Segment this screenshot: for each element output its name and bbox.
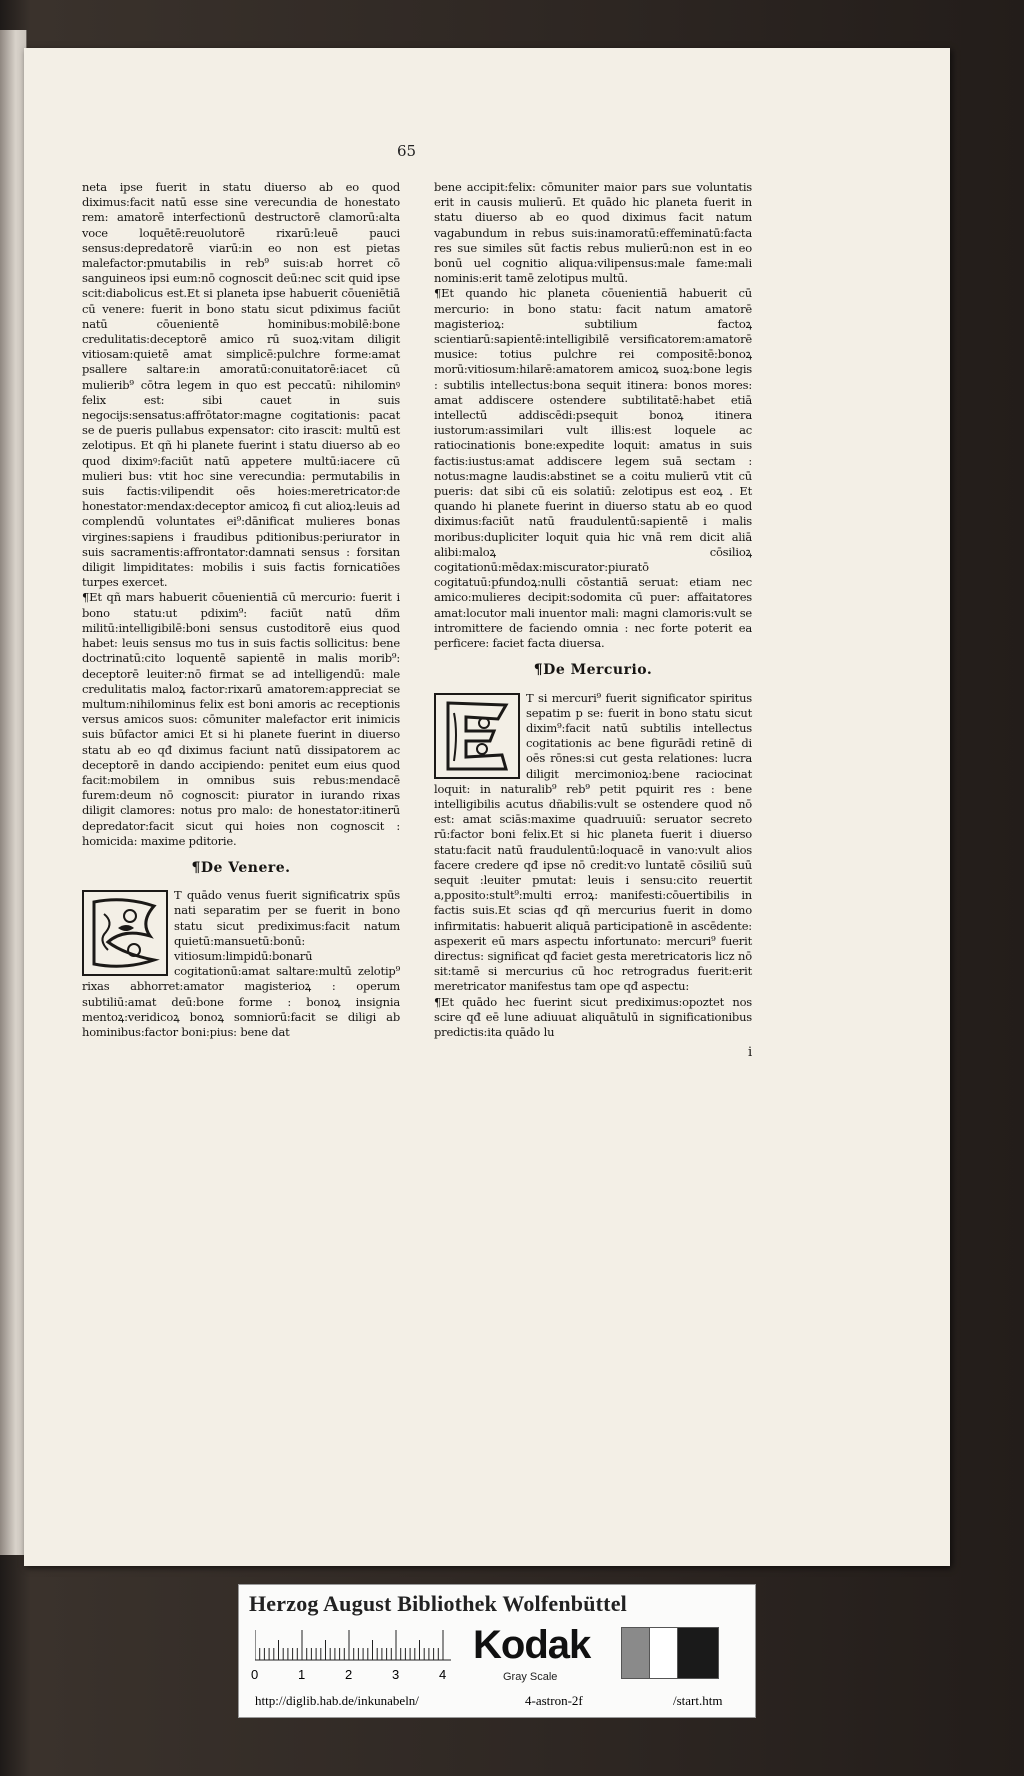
section-heading-venus bbox=[82, 861, 400, 876]
ruler-label: 4 bbox=[439, 1667, 447, 1682]
library-title: Herzog August Bibliothek Wolfenbüttel bbox=[249, 1591, 627, 1616]
gray-scale-label: Gray Scale bbox=[503, 1671, 558, 1683]
catchword: i bbox=[748, 1044, 752, 1060]
page-number: 65 bbox=[397, 142, 417, 160]
left-paragraph-3: T quādo venus fuerit significatrix spūs nati separatim per se fuerit in bono statu sicut prediximus:facit natum quietū:mansuetū:bonū: vitiosum:limpidū:bonarū cogitationū:amat saltare:multū zelotip⁹ rixas abhorret:amator magisterioꝝ : operum subtiliū:amat deū:bone forme : bonoꝝ insignia mentoꝝ:veridicoꝝ bonoꝝ somniorū:facit se diligi ab hominibus:factor boni:pius: bene dat bbox=[82, 888, 400, 1039]
heading-text: De Venere. bbox=[200, 859, 291, 876]
right-paragraph-4 bbox=[434, 995, 752, 1041]
left-column bbox=[82, 180, 400, 1040]
book-page bbox=[24, 48, 950, 1566]
gray-swatch bbox=[621, 1627, 651, 1679]
ruler-label: 3 bbox=[392, 1667, 400, 1682]
paragraph-mark-icon: ¶ bbox=[191, 859, 201, 876]
url-prefix: http://diglib.hab.de/inkunabeln/ bbox=[255, 1693, 419, 1708]
right-paragraph-3: T si mercuri⁹ fuerit significator spiritus sepatim p se: fuerit in bono statu sicut dixim⁹:facit natū subtilis intellectus cogitationis ac bene figurādi retinē di oēs rōnes:si cut gesta relationes: lucra diligit mercimonioꝝ:bene raciocinat loquit: in naturalib⁹ reb⁹ petit pquirit res : bene intelligibilis acutus dñabilis:vult se ostendere quod nō est: amat sciās:maxime quadruuiū: seruator secreto rū:factor boni felix.Et si hic planeta fuerit i diuerso statu:facit natū fraudulentū:loquacē in vano:vult alios facere credere qđ ipse nō credit:vo luntatē cōsiliū suū sequit :leuiter pmutat: leuis i sensu:cito reuertit a,pposito:stult⁹:multi erroꝝ: manifesti:cōuertibilis in factis suis.Et scias qđ qñ mercurius fuerit in domo infirmitatis: habuerit aliquā participationē in ascēdente: aspexerit eū mars aspectu infortunato: mercuri⁹ fuerit directus: significat qđ faciet gesta meretricatoris licz nō sit:tamē si mercurius cū hoc retrogradus fuerit:erit meretricator manifestus tam ope qđ aspectu: bbox=[434, 690, 752, 994]
right-paragraph-1: bene accipit:felix: cōmuniter maior pars sue voluntatis erit in causis mulierū. Et quādo hic planeta fuerit in statu diuerso ab eo quod diximus facit natum vagabundum in rebus suis:inamoratū:effeminatū:facta res sue similes sūt factis rebus mulierū:non est in eo bonū uel cognitio aliqua:vilipensus:male fame:mali nominis:erit tamē zelotipus multū. bbox=[434, 180, 752, 286]
kodak-logo: Kodak bbox=[473, 1623, 591, 1667]
right-paragraph-2-text: Et quando hic planeta cōuenientiā habuerit cū mercurio: in bono statu: facit natum amatorē magisterioꝝ: subtilium factoꝝ scientiarū:sapientē:intelligibilē versificatorem:amatorē musice: totius pulchre rei compositē:bonoꝝ morū:vitiosum:hilarē:amatorem amicoꝝ suoꝝ:bone legis : subtilis intellectus:bona sequit itinera: bonos mores: amat addiscere ostendere subtilitatē:habet etiā intellectū addiscēdi:psequit bonoꝝ itinera iustorum:assimilari vult illis:est loquele ac ratiocinationis bone:expedite loquit: amatus in suis factis:iustus:amat addiscere legem suā sectam : notus:magne laudis:abstinet se a coitu mulierū vtit cū pueris: dat sibi cū eis solatiū: zelotipus est eoꝝ . Et quando hi planete fuerint in diuerso statu ab eo quod diximus:faciūt natū fraudulentū:sapientē i malis moribus:dupliciter loquit quia hic vnā rem dicit aliā alibi:maloꝝ cōsilioꝝ cogitationū:mēdax:miscurator:piuratō cogitatuū:pfundoꝝ:nulli cōstantiā seruat: etiam nec amico:mulieres decipit:sodomita cū puer: affaitatores amat:locutor mali inuentor mali: magni clamoris:vult se intromittere de faciendo omnia : nec forte poterit ea perficere: faciet facta diuersa. bbox=[434, 286, 752, 651]
ruler-label: 0 bbox=[251, 1667, 259, 1682]
decorated-initial-e-icon bbox=[434, 693, 520, 779]
heading-text: De Mercurio. bbox=[543, 662, 653, 679]
paragraph-mark-icon: ¶ bbox=[434, 286, 442, 301]
left-paragraph-2-text: Et qñ mars habuerit cōuenientiā cū mercurio: fuerit i bono statu:ut pdixim⁹: faciūt natū dñm militū:intelligibilē:boni sensus custoditorē eius quod habet: leuis sensus mo tus in suis factis sollicitus: bene doctrinatū:cito loquentē sapientē in malis morib⁹: deceptorē leuiter:nō firmat se ad intelligendū: male credulitatis maloꝝ factor:rixarū amatorem:appreciat se multum:nihilominus felix est boni amoris ac receptionis versus amicos suos: cōmuniter malefactor erit inimicis suis būfactor amici Et si hi planete fuerint in diuerso statu ab eo qđ diximus faciunt natū dissipatorem ac deceptorē in dando accipiendo: penitet eum eius quod facit:mobilem in omnibus suis rebus:mendacē furem:deum nō cognoscit: piurator in iurando rixas diligit clamores: notus pro malo: de honestator:itinerū depredator:facit sicut qui hoies non cognoscit : homicida: maxime pditorie. bbox=[82, 590, 400, 848]
ruler-labels bbox=[251, 1667, 451, 1683]
left-paragraph-2 bbox=[82, 590, 400, 848]
decorated-initial-e-icon bbox=[82, 890, 168, 976]
left-paragraph-1: neta ipse fuerit in statu diuerso ab eo quod diximus:facit natū esse sine verecundia de honestato rem: amatorē interfectionū destructorē clamorū:alta voce loquētē:reuolutorē rixarū:leuē pauci sensus:depredatorē viarū:in eo non est pietas malefactor:pmutabilis in reb⁹ suis:ab horret cō sanguineos ipsi eum:nō cognoscit deū:nec scit quid ipse scit:diabolicus est.Et si planeta ipse habuerit cōueniētiā cū venere: fuerit in bono statu sicut pdiximus faciūt natū cōuenientē hominibus:mobilē:bone credulitatis:deceptorē amico rū suoꝝ:vitam diligit vitiosam:quietē amat simplicē:pulchre forme:amat psallere saltare:in amoratū:conuitatorē:iacet cū mulierib⁹ cōtra legem in quo est peccatū: nihilominꝰ felix est: sibi cauet in suis negocijs:sensatus:affrōtator:magne cogitationis: pacat se de pueris pullabus expensator: cito irascit: multū est zelotipus. Et qñ hi planete fuerint i statu diuerso ab eo quod diximꝰ:faciūt natū appetere multū:iacere cū mulieri bus: vtit hoc sine verecundia: permutabilis in suis factis:vilipendit oēs hoies:meretricator:de honestator:mendax:deceptor amicoꝝ fi cut alioꝝ:leuis ad complendū voluntates ei⁹:dānificat mulieres bonas virgines:sapiens i fraudibus pditionibus:periurator in suis sacramentis:affrontator:damnati sensus : forsitan diligit limpiditates: mobilis i suis factis fornicatiões turpes exercet. bbox=[82, 180, 400, 590]
ruler-label: 2 bbox=[345, 1667, 353, 1682]
url-shelfmark: 4-astron-2f bbox=[525, 1693, 583, 1708]
ruler-icon bbox=[255, 1627, 451, 1661]
black-swatch bbox=[677, 1627, 719, 1679]
color-target-bar bbox=[238, 1584, 756, 1718]
section-heading-mercury bbox=[434, 663, 752, 678]
paragraph-mark-icon: ¶ bbox=[82, 590, 90, 605]
paragraph-mark-icon: ¶ bbox=[434, 994, 442, 1009]
right-paragraph-2 bbox=[434, 286, 752, 651]
paragraph-mark-icon: ¶ bbox=[533, 662, 544, 679]
ruler-label: 1 bbox=[298, 1667, 306, 1682]
previous-page-edge bbox=[0, 30, 27, 1555]
white-swatch bbox=[649, 1627, 679, 1679]
right-paragraph-4-text: Et quādo hec fuerint sicut prediximus:opoztet nos scire qđ eē lune adiuuat aliquātulū in significationibus predictis:ita quādo lu bbox=[434, 994, 752, 1039]
url-suffix: /start.htm bbox=[673, 1693, 723, 1708]
right-column bbox=[434, 180, 752, 1060]
